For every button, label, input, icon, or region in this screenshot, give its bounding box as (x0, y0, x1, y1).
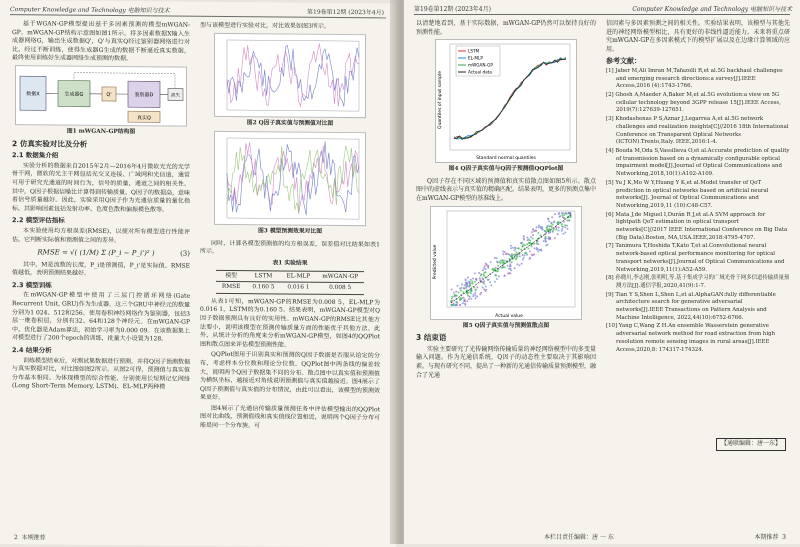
scatter-point (482, 286, 484, 288)
scatter-point (457, 284, 459, 286)
left-column-2 (200, 22, 380, 434)
scatter-point (538, 226, 540, 228)
section-2-3-text: 在mWGAN-GP模型中使用了三层门控循环网络(Gate Recurrent Unit, GRU)作为生成器。这三个GRU中神经元的数量分别为1 024、512和256。使用卷积神经网络作为鉴别器，包括3层一维卷积层，分别有32、64和128个神经元。在mWGAN-GP中，优化器是Adam算法，初始学习率为0.000 09。在该数据集上对模型进行了200个epoch的训练，批量大小设置为128。 (12, 292, 190, 345)
scatter-point (459, 298, 461, 300)
reference-item: [1] Jaber M,Ali Imran M,Tafazolli R,et al.5G backhaul challenges and emerging research directions:a survey[J].IEEE Access,2016 (4):1743-1766. (606, 68, 790, 91)
scatter-point (561, 212, 563, 214)
scatter-point (522, 254, 524, 256)
scatter-point (456, 300, 458, 302)
scatter-point (526, 243, 528, 245)
scatter-point (533, 230, 535, 232)
scatter-point (480, 274, 482, 276)
reference-item: [4] Bouda M,Oda S,Vassilieva O,et al.Accurate prediction of quality of transmission based on a dynamically configurable optical impairment model[J].Journal of Optical Communications and Networking,2018,10(1):A102-A109. (606, 148, 790, 179)
left-page (0, 0, 396, 547)
reference-item: [9] Tian Y S,Shen L,Shen L,et al.AlphaGAN:fully differentiable architecture search for generative adversarial networks[J].IEEE Transactions on Pattern Analysis and Machine Intelligence, 2022,44(10):6752-6766. (606, 292, 790, 323)
scatter-point (470, 297, 472, 299)
scatter-point (495, 274, 497, 276)
scatter-point (482, 277, 484, 279)
left-col2-intro: 型与该模型进行实验对比，对比效果如图3所示。 (200, 22, 380, 32)
scatter-point (470, 288, 472, 290)
scatter-point (494, 256, 496, 258)
scatter-point (502, 266, 504, 268)
scatter-point (566, 224, 568, 226)
scatter-point (554, 237, 556, 239)
rmse-equation (12, 248, 190, 258)
scatter-point (463, 287, 465, 289)
right-col1-intro: 以清楚地看到，基于实际数据，mWGAN-GP仍然可以保持良好的预测性能。 (416, 20, 596, 37)
scatter-point (529, 250, 531, 252)
scatter-point (558, 229, 560, 231)
section-2-3-title: 2.3 模型训练 (12, 281, 190, 291)
scatter-point (561, 228, 563, 230)
reference-item: [2] Ghosh A,Maeder A,Baker M,et al.5G evolution:a view on 5G cellular technology beyond 3GPP release 15[J].IEEE Access, 2019(7):127639-127651. (606, 92, 790, 115)
scatter-point (483, 273, 485, 275)
table-cell-elmlp: 0.016 1 (281, 282, 317, 294)
right-footer-editor: 本栏目责任编辑：唐 一 东 (544, 532, 614, 541)
scatter-point (515, 253, 517, 255)
qq-legend (456, 46, 500, 76)
scatter-point (507, 272, 509, 274)
scatter-point (485, 285, 487, 287)
table-cell-metric: RMSE (216, 282, 247, 294)
right-col1-after-fig4: Q因子存在不同区域的预测值和真实值散点图如图5所示。散点图中的虚线表示与真实值的精确匹配。结果表明，更多的预测点集中在mWGAN-GP模型的基准线上。 (416, 178, 596, 204)
scatter-point (566, 212, 568, 214)
scatter-point (561, 225, 563, 227)
scatter-point (504, 259, 506, 261)
left-header-journal: Computer Knowledge and Technology 电脑知识与技术 (10, 4, 170, 14)
scatter-point (523, 256, 525, 258)
scatter-point (516, 251, 518, 253)
table-header-mwgan: mWGAN-GP (316, 271, 364, 283)
fig1-box-data: 数据X (26, 90, 40, 97)
qq-legend-actual: Actual data (468, 70, 492, 75)
scatter-point (483, 280, 485, 282)
equation-number: (3) (180, 250, 190, 259)
scatter-point (494, 280, 496, 282)
figure-5-caption: 图5 Q因子真实值与预测值散点图 (416, 322, 596, 331)
figure-3-svg (215, 132, 365, 225)
scatter-point (545, 230, 547, 232)
reference-item: [3] Khodashenas P S,Aznar J,Legarrea A,et al.5G network challenges and realization insights[C]//2016 18th International Conference on Transparent Optical Networks (ICTON).Trento,Italy. IEEE,2016:1-4. (606, 116, 790, 147)
fig1-box-fake: Q' (106, 92, 111, 98)
figure-2-chart (214, 32, 366, 117)
scatter-point (511, 253, 513, 255)
scatter-point (555, 228, 557, 230)
scatter-point (472, 282, 474, 284)
reference-item: [6] Mata J,de Miguel I,Durán R J,et al.A SVM approach for lightpath QoT estimation in optical transport networks[C]//2017 IEEE International Conference on Big Data (Big Data).Boston, MA,USA.IEEE,2018:4795-4797. (606, 212, 790, 243)
scatter-point (472, 295, 474, 297)
left-page-number: 2 (14, 534, 18, 541)
scatter-point (491, 268, 493, 270)
scatter-point (531, 245, 533, 247)
scatter-point (553, 220, 555, 222)
scatter-point (512, 246, 514, 248)
right-page (404, 0, 800, 544)
right-page-number: 3 (782, 534, 786, 541)
scatter-point (471, 280, 473, 282)
section-2-title: 2 仿真实验对比及分析 (12, 140, 190, 150)
scatter-point (558, 226, 560, 228)
scatter-point (485, 262, 487, 264)
editor-stamp: 【通联编辑：唐一东】 (716, 438, 786, 451)
scatter-point (467, 292, 469, 294)
scatter-point (507, 264, 509, 266)
scatter-point (523, 235, 525, 237)
scatter-point (489, 281, 491, 283)
references-list (606, 68, 790, 354)
figure-1-svg (16, 66, 186, 125)
scatter-point (519, 255, 521, 257)
scatter-point (484, 265, 486, 267)
scatter-point (466, 300, 468, 302)
scatter-point (552, 229, 554, 231)
scatter-point (563, 213, 565, 215)
scatter-point (531, 231, 533, 233)
scatter-point (518, 264, 520, 266)
scatter-point (470, 278, 472, 280)
scatter-point (536, 242, 538, 244)
scatter-point (488, 266, 490, 268)
figure-4-caption: 图4 Q因子真实值与Q因子预测值QQPlot图 (416, 165, 596, 174)
scatter-point (532, 237, 534, 239)
scatter-point (509, 272, 511, 274)
scatter-point (548, 237, 550, 239)
scatter-point (537, 250, 539, 252)
scatter-point (474, 294, 476, 296)
scatter-point (548, 231, 550, 233)
scatter-point (545, 240, 547, 242)
right-header-issue: 第19卷第12期 (2023年4月) (414, 4, 491, 13)
scatter-point (530, 236, 532, 238)
scatter-point (500, 262, 502, 264)
scatter-point (540, 249, 542, 251)
scatter-point (535, 229, 537, 231)
table-cell-lstm: 0.160 5 (246, 282, 280, 294)
qq-ylabel: Quantiles of input sample (437, 71, 443, 129)
scatter-point (485, 290, 487, 292)
scatter-point (511, 255, 513, 257)
scatter-point (533, 253, 535, 255)
left-col2-analysis: 从表1可知，mWGAN-GP的RMSE为0.008 5，EL-MLP为0.016 1，LSTM的为0.160 5。结果表明，mWGAN-GP模型对Q因子数据预测具有良好的实用性。mWGAN-GP的RMSE比其他方法要小，说明该模型在预测传输质量方面的性能优于其他方法。此外，从统计分析的角度来分析mWGAN-GP模型，如图4的QQPlot图和散点图来评估模型预测性能。 (200, 297, 380, 350)
scatter-point (498, 275, 500, 277)
scatter-point (545, 244, 547, 246)
scatter-point (469, 295, 471, 297)
scatter-point (511, 261, 513, 263)
scatter-point (524, 252, 526, 254)
fig1-box-real: 真实Q (137, 114, 151, 121)
scatter-point (479, 279, 481, 281)
scatter-point (562, 232, 564, 234)
scatter-point (465, 279, 467, 281)
scatter-ylabel: Predicted value (432, 244, 438, 279)
scatter-point (528, 241, 530, 243)
scatter-point (504, 275, 506, 277)
scatter-point (554, 213, 556, 215)
scatter-point (502, 250, 504, 252)
scatter-point (475, 297, 477, 299)
equation-text: RMSE = √( (1/M) Σ (P_i − P_i')² ) (37, 248, 154, 257)
scatter-point (497, 264, 499, 266)
scatter-point (458, 291, 460, 293)
scatter-point (468, 280, 470, 282)
figure-1-caption: 图1 mWGAN-GP结构图 (12, 127, 190, 137)
scatter-point (456, 294, 458, 296)
scatter-point (479, 277, 481, 279)
scatter-point (484, 271, 486, 273)
scatter-point (451, 288, 453, 290)
scatter-point (529, 256, 531, 258)
scatter-point (455, 304, 457, 306)
scatter-point (480, 291, 482, 293)
scatter-point (531, 253, 533, 255)
scatter-point (568, 219, 570, 221)
fig1-box-loss: 损失 (171, 91, 180, 98)
scatter-point (510, 264, 512, 266)
scatter-point (557, 233, 559, 235)
scatter-point (476, 286, 478, 288)
scatter-point (472, 277, 474, 279)
scatter-point (570, 216, 572, 218)
section-3-text: 实验主要研究了光传输网络传输质量的神经网络模型中的多变量输入问题。作为光通信系统，Q因子的动态性主要取决于其影响因素。与现有研究不同，提出了一种新的光通信传输质量预测模型，融合了光通 (416, 346, 596, 380)
scatter-point (517, 247, 519, 249)
table-1-title: 表1 实验结果 (200, 259, 380, 269)
scatter-point (562, 216, 564, 218)
figure-5-svg (431, 207, 581, 319)
scatter-point (522, 243, 524, 245)
figure-2-caption: 图2 Q因子真实值与预测值对比图 (200, 118, 380, 128)
scatter-point (490, 261, 492, 263)
left-header-issue: 第19卷第12期 (2023年4月) (307, 7, 384, 17)
scatter-point (469, 284, 471, 286)
scatter-point (496, 260, 498, 262)
reference-item: [7] Tanimura T,Hoshida T,Kato T,et al.Convolutional neural network-based optical performance monitoring for optical transport networks[J].Journal of Optical Communications and Networking,2019,11(1):A52-A59. (606, 243, 790, 274)
scatter-point (496, 257, 498, 259)
scatter-point (547, 217, 549, 219)
section-2-4-title: 2.4 结果分析 (12, 346, 190, 356)
section-2-1-title: 2.1 数据集介绍 (12, 151, 190, 161)
scatter-point (523, 238, 525, 240)
left-page-footer (14, 532, 46, 541)
scatter-point (467, 294, 469, 296)
scatter-point (536, 248, 538, 250)
scatter-point (461, 283, 463, 285)
figure-5-scatter (430, 206, 582, 320)
scatter-point (459, 304, 461, 306)
scatter-point (514, 267, 516, 269)
scatter-point (474, 272, 476, 274)
scatter-point (544, 238, 546, 240)
scatter-point (474, 291, 476, 293)
reference-item: [5] Yu J K,Mo W Y,Huang Y K,et al.Model transfer of QoT prediction in optical networks based on artificial neural networks[J]. Journal of Optical Communications and Networking,2019,11 (10):C48-C57. (606, 180, 790, 211)
table-header-elmlp: EL-MLP (281, 271, 317, 283)
scatter-point (514, 246, 516, 248)
table-cell-mwgan: 0.008 5 (316, 282, 364, 294)
scatter-point (451, 304, 453, 306)
scatter-point (459, 287, 461, 289)
scatter-point (478, 272, 480, 274)
scatter-point (468, 298, 470, 300)
scatter-point (464, 303, 466, 305)
scatter-point (470, 292, 472, 294)
figure-3-chart (214, 131, 366, 226)
scatter-point (538, 224, 540, 226)
section-2-1-text: 实验分析的数据来自2015年2月—2016年4月微软光光的光学骨干网，微软的光主干网包括光交叉连接、广域网和光信道，通常可用于研究光通道的时间行为，信号的质量，通道之间的相关性。其中，Q因子根据信噪比计算得到传输质量。Q因子的数据高，意味着信号质量越好。因此，实验采用Q因子作为光通信质量的量化指标，其影响因素包括发射功率、色度色散和偏振模色散等。 (12, 162, 190, 215)
scatter-point (450, 300, 452, 302)
scatter-point (563, 220, 565, 222)
scatter-point (520, 248, 522, 250)
scatter-point (482, 269, 484, 271)
scatter-point (520, 242, 522, 244)
reference-item: [8] 孙晓川,李志刚,张明明,等.基于集成学习的广域光骨干网多信道传输质量预测方法[J].通信学报,2020,41(9):1-7. (606, 275, 790, 290)
scatter-point (548, 220, 550, 222)
scatter-point (508, 267, 510, 269)
scatter-point (516, 256, 518, 258)
scatter-point (543, 240, 545, 242)
scatter-point (483, 282, 485, 284)
scatter-point (559, 215, 561, 217)
scatter-point (467, 276, 469, 278)
scatter-point (505, 253, 507, 255)
scatter-point (514, 249, 516, 251)
left-column-1 (12, 20, 190, 395)
fig1-box-discriminator: 鉴别器D (135, 91, 154, 98)
left-col2-after-fig3: 同时，计算各模型预测值的均方根误差，误差值对比结果如表1所示。 (200, 240, 380, 259)
scatter-point (475, 289, 477, 291)
scatter-point (536, 226, 538, 228)
qq-xlabel: Standard normal quantiles (476, 155, 536, 161)
scatter-point (522, 258, 524, 260)
figure-4-qqplot (435, 39, 577, 163)
right-page-footer (754, 532, 786, 541)
equation-note: 其中，M是流数的长度，P_i是预测值，P_i'是实际值。RMSE值越低，表明预测结果越好。 (12, 261, 190, 280)
scatter-point (496, 278, 498, 280)
right-footer-text: 本期推荐 (754, 534, 778, 541)
scatter-point (453, 291, 455, 293)
scatter-point (455, 290, 457, 292)
scatter-point (544, 235, 546, 237)
scatter-point (513, 256, 515, 258)
fig1-box-generator: 生成器G (65, 91, 84, 98)
scatter-point (502, 253, 504, 255)
scatter-point (534, 247, 536, 249)
section-2-2-text: 本实验使用均方根误差(RMSE)，以便对所有模型进行性能评估，它判断实际值和预测值之间的差异。 (12, 227, 190, 246)
scatter-point (541, 226, 543, 228)
scatter-point (454, 293, 456, 295)
scatter-point (502, 259, 504, 261)
section-3-title: 3 结束语 (416, 334, 596, 343)
scatter-point (561, 214, 563, 216)
right-header-journal: Computer Knowledge and Technology 电脑知识与技术 (632, 4, 792, 13)
scatter-point (524, 254, 526, 256)
right-column-1 (416, 20, 596, 382)
scatter-point (475, 278, 477, 280)
scatter-point (529, 239, 531, 241)
scatter-point (537, 243, 539, 245)
section-2-4-text: 训练模型结束后，对测试集数据进行预测，并将Q因子预测数据与真实数据对比，对比图如图2所示。从图2可得，预测值与真实值分布基本相同。为体现模型的综合性能，分别使用长短期记忆网络(Long Short-Term Memory, LSTM)、EL-MLP两种模 (12, 357, 190, 393)
left-col2-qqplot: QQPlot图用于识别真实和预测的Q因子数据是否服从给定的分布，考虑样本分位数和理论分位数。QQPlot图中两条线的偏差较大，说明两个Q因子数据集不同的分布。散点图中以真实值和预测值为横纵坐标，越接近对角线说明预测值与真实值越接近。图4展示了Q因子预测值与真实值的分布情况，由此可以看出，该模型的预测效果更好。 (200, 351, 380, 404)
diagonal-reference-line (451, 215, 571, 303)
results-table (216, 269, 364, 294)
scatter-point (567, 227, 569, 229)
scatter-point (476, 295, 478, 297)
scatter-point (490, 284, 492, 286)
left-col2-fig4: 图4展示了光通信传输质量预测任务中评估模型输出的QQPlot图对比曲线，预测值线和真实值线位置相近，说明两个Q因子分布可能是同一个分布族。可 (200, 405, 380, 432)
scatter-point (551, 216, 553, 218)
scatter-point (483, 267, 485, 269)
scatter-point (527, 247, 529, 249)
section-2-2-title: 2.2 模型评估指标 (12, 216, 190, 226)
scatter-point (507, 253, 509, 255)
right-header-rule (414, 14, 790, 15)
figure-2-svg (215, 33, 365, 116)
scatter-point (526, 236, 528, 238)
scatter-point (488, 278, 490, 280)
qq-legend-elmlp: EL-MLP (468, 56, 483, 61)
scatter-point (532, 228, 534, 230)
scatter-point (483, 288, 485, 290)
figure-4-svg (436, 40, 576, 162)
scatter-point (564, 231, 566, 233)
scatter-point (522, 245, 524, 247)
scatter-point (510, 247, 512, 249)
scatter-point (463, 299, 465, 301)
scatter-point (474, 280, 476, 282)
left-col1-intro: 基于WGAN-GP模型提出基于多因素预测的模型mWGAN-GP。mWGAN-GP结构示意图如图1所示，将多因素数据X输入生成器网络G，输出生成数据Q'，Q'与真实Q经过鉴别器网络进行对比，经过不断训练，使得生成器G生成的数据不断逼近真实数据，最终使用训练好生成器网络生成预测的数据。 (12, 20, 190, 65)
figure-1-diagram (15, 65, 187, 127)
scatter-point (566, 219, 568, 221)
scatter-point (451, 295, 453, 297)
table-header-lstm: LSTM (246, 270, 280, 282)
scatter-point (537, 232, 539, 234)
scatter-point (540, 234, 542, 236)
scatter-point (479, 293, 481, 295)
scatter-point (532, 234, 534, 236)
scatter-point (558, 213, 560, 215)
references-title: 参考文献： (606, 57, 790, 66)
scatter-point (465, 286, 467, 288)
scatter-xlabel: Actual value (495, 313, 523, 319)
scatter-point (462, 302, 464, 304)
left-footer-text: 本期推荐 (22, 534, 46, 541)
scatter-point (549, 225, 551, 227)
scatter-point (460, 289, 462, 291)
qq-legend-lstm: LSTM (468, 49, 480, 54)
scatter-point (504, 266, 506, 268)
scatter-point (516, 263, 518, 265)
scatter-point (552, 223, 554, 225)
scatter-point (451, 297, 453, 299)
scatter-point (569, 213, 571, 215)
scatter-point (561, 223, 563, 225)
results-table-row (216, 282, 364, 295)
right-col2-intro: 信因素与多因素预测之间的相关性。实验结果表明，该模型与其他先进的神经网络模型相比，具有更好的非线性逼近能力。未来将重点研究mWGAN-GP在多因素模式下的模型扩展以及在边缘计算领域的应用。 (606, 20, 790, 54)
scatter-point (564, 226, 566, 228)
scatter-point (510, 269, 512, 271)
table-header-model: 模型 (216, 270, 247, 282)
qq-legend-mwgan: mWGAN-GP (468, 63, 493, 68)
figure-3-caption: 图3 模型预测效果对比图 (200, 227, 380, 237)
scatter-point (564, 224, 566, 226)
scatter-point (521, 262, 523, 264)
scatter-point (473, 293, 475, 295)
right-column-2 (606, 20, 790, 355)
reference-item: [10] Yang C,Wang Z H.An ensemble Wasserstein generative adversarial network method for road extraction from high resolution remote sensing images in rural areas[J].IEEE Access,2020,8: 174317-174324. (606, 323, 790, 354)
scatter-point (510, 244, 512, 246)
scatter-point (463, 296, 465, 298)
